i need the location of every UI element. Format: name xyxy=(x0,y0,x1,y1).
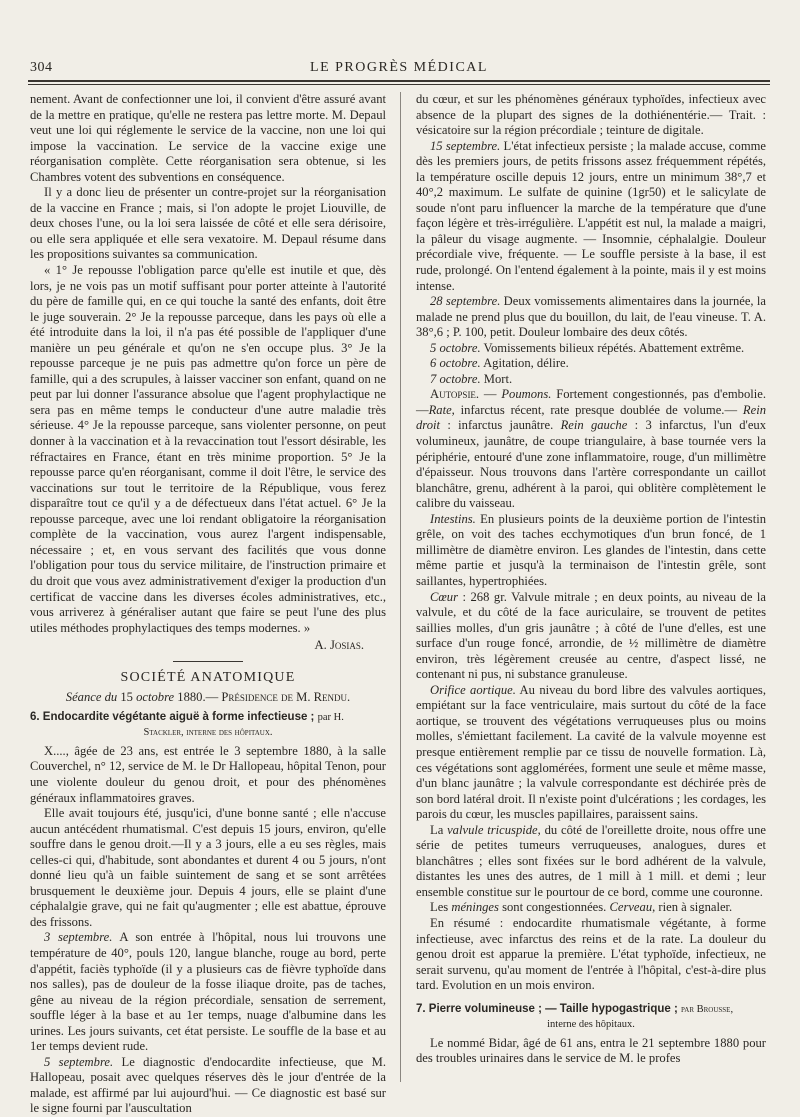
society-title: SOCIÉTÉ ANATOMIQUE xyxy=(120,669,296,685)
paragraph: « 1° Je repousse l'obligation parce qu'elle est inutile et que, dès lors, je ne vois pas un motif suffisant pour porter atteinte à l'autorité du père de famille qui, en ce qui touche la santé des enfants, doit être le juge souverain. 2° Je la repousse parceque, dans les pays où elle a été introduite dans la loi, il n'a pas été possible de l'appliquer d'une manière un peu générale et qu'on ne s'en occupe plus. 3° Je la repousse parceque je ne puis pas admettre qu'on force un père de famille, qui a des scrupules, à laisser vacciner son enfant, quand on ne peut par lui donner l'assurance absolue que l'agent prophylactique ne sera pas en même temps le conducteur d'une autre maladie très sérieuse. 4° Je la repousse parceque, sans violenter personne, on peut donner à la vaccination et à la revaccination tout l'essort désirable, les réfractaires en France, étant en très minime proportion. 5° Je la repousse parce qu'en réorganisant, comme il doit l'être, le service des vaccinations sur tout le territoire de la République, vous ferez disparaître tout ce qu'il y a de défectueux dans l'état actuel. 6° Je la repousse parceque, avec une loi rendant obligatoire la réorganisation complète de la vaccination, vous aurez l'argent indispensable, nécessaire ; et, en vous servant des facilités que vous donne l'obligation pour tous du service militaire, de l'instruction primaire et du droit que vous avez administrativement d'exiger la production d'un certificat de vaccine dans les diverses écoles administratives, etc., vous arriverez à généraliser autant que faire se peut l'une des plus utiles méthodes prophylactiques des temps modernes. » xyxy=(30,263,386,635)
paragraph: 28 septembre. Deux vomissements alimentaires dans la journée, la malade ne prend plus que du bouillon, du lait, de l'eau vineuse. T. A. 38°,6 ; P. 100, petit. Douleur lombaire des deux côtés. xyxy=(416,294,766,340)
paragraph: Elle avait toujours été, jusqu'ici, d'une bonne santé ; elle n'accuse aucun antécédent rhumatismal. C'est depuis 15 jours, environ, qu'elle souffre dans le genou droit.—Il y a 3 jours, elle a eu ses règles, mais celles-ci qui, d'habitude, sont abondantes et durent 4 ou 5 jours, n'ont donné lieu qu'à un faible suintement de sang et se sont arrêtées brusquement le deuxième jour. Depuis 4 jours, elle se plaint d'une céphalalgie grave, qui ne fait qu'augmenter ; elle est abattue, éprouve des frissons. xyxy=(30,806,386,929)
paragraph: 7 octobre. Mort. xyxy=(430,371,513,386)
paragraph: du cœur, et sur les phénomènes généraux typhoïdes, infectieux avec absence de la plupart des signes de la dothiénentérie.— Trait. : vésicatoire sur la région précordiale ; teinture de digitale. xyxy=(416,92,766,138)
seance-line: Séance du 15 octobre 1880.— Présidence de M. Rendu. xyxy=(65,690,351,705)
page-number: 304 xyxy=(30,60,53,75)
paragraph: Les méninges sont congestionnées. Cerveau, rien à signaler. xyxy=(430,900,733,915)
paragraph: Il y a donc lieu de présenter un contre-projet sur la réorganisation de la vaccine en France ; mais, si l'on adopte le projet Liouville, de deux choses l'une, ou la loi sera laissée de côté et elle sera dérisoire, ou elle sera appliquée et elle sera vexatoire. M. Depaul résume dans les propositions suivantes sa communication. xyxy=(30,185,386,262)
paragraph: 6 octobre. Agitation, délire. xyxy=(430,356,569,371)
header-rule-thick xyxy=(28,80,770,82)
page-header xyxy=(28,58,770,78)
paragraph: Le nommé Bidar, âgé de 61 ans, entra le 21 septembre 1880 pour des troubles urinaires dans le service de M. le profes xyxy=(416,1035,766,1066)
paragraph: 5 septembre. Le diagnostic d'endocardite infectieuse, que M. Hallopeau, posait avec quelques réserves dès le jour d'entrée de la malade, est affirmé par lui aujourd'hui. — Ce diagnostic est basé sur le signe fourni par l'auscultation xyxy=(30,1054,386,1116)
paragraph: Intestins. En plusieurs points de la deuxième portion de l'intestin grêle, on voit des taches ecchymotiques d'un brun foncé, de 1 millimètre de diamètre environ. Les glandes de l'intestin, dans cette même partie et jusqu'à la terminaison de l'intestin grêle, sont saillantes, hypertrophiées. xyxy=(416,511,766,588)
paragraph: Cœur : 268 gr. Valvule mitrale ; en deux points, au niveau de la valvule, et du côté de la face auriculaire, se trouvent de petites saillies molles, d'un gris jaunâtre ; à côté de l'une d'elles, est une surface d'un rouge foncé, arrondie, de ½ millimètre de diamètre environ, très légèrement creusée au centre, d'aspect lissé, ne contenant ni pus, ni substance granuleuse. xyxy=(416,589,766,682)
paragraph: Autopsie. — Poumons. Fortement congestionnés, pas d'embolie.—Rate, infarctus récent, rate presque doublée de volume.— Rein droit : infarctus jaunâtre. Rein gauche : 3 infarctus, l'un d'eux volumineux, jaunâtre, de coupe triangulaire, à base tournée vers la périphérie, entouré d'une zone inflammatoire, rouge, d'un millimètre d'épaisseur. Nous trouvons dans l'artère correspondante un caillot blanchâtre, grenu, adhérent à la paroi, qui oblitère complètement le calibre du vaisseau. xyxy=(416,387,767,511)
header-rule-thin xyxy=(28,84,770,85)
case-7-title: 7. Pierre volumineuse ; — Taille hypogastrique ; par Brousse, xyxy=(416,1002,734,1015)
paragraph: nement. Avant de confectionner une loi, il convient d'être assuré avant de la mettre en pratique, qu'elle ne restera pas lettre morte. M. Depaul veut une loi qui réglemente le service de la vaccine, non une loi qui impose la vaccination. Le service de la vaccine exige une réorganisation complète. Cette réorganisation sera obtenue, si les Chambres votent des subventions en conséquence. xyxy=(30,92,386,184)
paragraph: 3 septembre. A son entrée à l'hôpital, nous lui trouvons une température de 40°, pouls 120, langue blanche, rouge au bord, perte d'appétit, faciès typhoïde (il y a plusieurs cas de fièvre typhoïde dans nos salles), pas de douleur de la fosse iliaque droite, pas de taches, gêne au niveau de la région précordiale, sensation de serrement, souffle léger à la base et au 1er temps, nuage d'albumine dans les urines. Les jours suivants, cet état persiste. Le souffle de la base et au 1er temps devient rude. xyxy=(30,930,386,1054)
case-6-author: Stackler, interne des hôpitaux. xyxy=(143,727,273,739)
author-signature: A. Josias. xyxy=(314,638,364,653)
paragraph: 5 octobre. Vomissements bilieux répétés. Abattement extrême. xyxy=(430,340,745,355)
left-column xyxy=(30,92,386,1117)
column-separator xyxy=(400,92,401,1082)
journal-title: LE PROGRÈS MÉDICAL xyxy=(310,60,488,75)
case-7-author: interne des hôpitaux. xyxy=(547,1019,635,1031)
section-divider xyxy=(173,661,243,662)
paragraph: En résumé : endocardite rhumatismale végétante, à forme infectieuse, avec infarctus des reins et de la rate. La douleur du genou droit est apparue la première. L'état typhoïde, infectieux, ne serait survenu, qu'au moment de l'entrée à l'hôpital, c'est-à-dire plus tard. Evolution en un mois environ. xyxy=(416,915,766,993)
paragraph: Orifice aortique. Au niveau du bord libre des valvules aortiques, empiétant sur la face ventriculaire, mais surtout du côté de la face aortique, se trouvent des végétations verruqueuses plus ou moins molles, s'émiettant facilement. La cavité de la valvule moyenne est presque entièrement remplie par ce tissu de nouvelle formation. Là, ces végétations sont agglomérées, forment une seule et même masse, d'un blanc jaunâtre ; la valvule correspondante est déchirée près de son bord latéral droit. Il n'existe point d'ulcérations ; les cordages, les parois du cœur, les muscles papillaires, paraissent sains. xyxy=(416,682,766,822)
right-column xyxy=(416,92,766,1067)
paragraph: 15 septembre. L'état infectieux persiste ; la malade accuse, comme dès les premiers jours, de petits frissons assez fréquemment répétés, la température oscille depuis 12 jours, entre un minimum 38°,7 et 40°,2 maximum. Le sulfate de quinine (1gr50) et le salicylate de soude n'ont paru influencer la marche de la température que d'une façon légère et très-irrégulière. L'appétit est nul, la malade a maigri, la pâleur du visage augmente. — Insomnie, céphalalgie. Douleur précordiale vive, fréquente. — Le souffle persiste à la base, il est rude, prolongé. On l'entend également à la pointe, mais il y est moins intense. xyxy=(416,138,766,293)
paragraph: X...., âgée de 23 ans, est entrée le 3 septembre 1880, à la salle Couverchel, n° 12, service de M. le Dr Hallopeau, hôpital Tenon, pour une violente douleur du genou droit, et pour des phénomènes généraux inflammatoires graves. xyxy=(30,743,386,805)
paragraph: La valvule tricuspide, du côté de l'oreillette droite, nous offre une série de petites tumeurs verruqueuses, analogues, dures et blanchâtres ; elles sont fixées sur le bord adhérent de la valvule, distantes les unes des autres, de 1 mill à 1 mill. et demi ; leur ensemble constitue sur le pourtour de ce bord, comme une couronne. xyxy=(416,822,766,899)
case-6-title: 6. Endocardite végétante aiguë à forme infectieuse ; par H. xyxy=(30,710,344,723)
